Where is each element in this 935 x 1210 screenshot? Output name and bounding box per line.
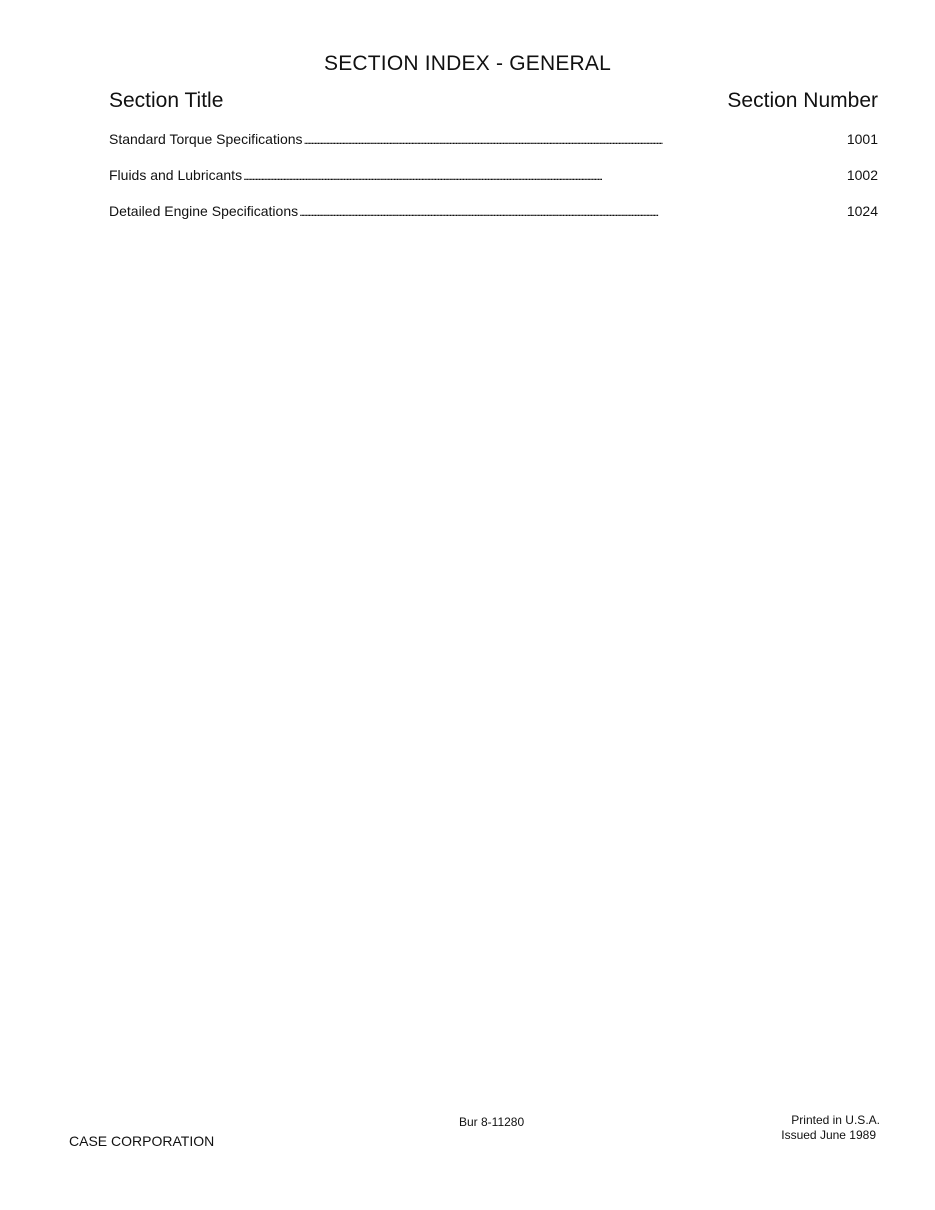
page-title: SECTION INDEX - GENERAL (324, 52, 611, 75)
index-entry (109, 131, 878, 167)
dot-leader (304, 131, 846, 147)
index-list (109, 131, 878, 239)
entry-title: Fluids and Lubricants (109, 167, 243, 183)
print-info (781, 1113, 880, 1143)
section-number-header: Section Number (727, 89, 878, 112)
entry-title: Detailed Engine Specifications (109, 203, 299, 219)
entry-number: 1024 (846, 203, 878, 219)
issue-date: Issued June 1989 (781, 1128, 876, 1142)
entry-title: Standard Torque Specifications (109, 131, 303, 147)
entry-number: 1001 (846, 131, 878, 147)
dot-leader (299, 203, 846, 219)
printed-location: Printed in U.S.A. (791, 1113, 880, 1127)
column-headers (109, 89, 878, 113)
company-name: CASE CORPORATION (69, 1133, 215, 1149)
index-entry (109, 203, 878, 239)
dot-leader (243, 167, 846, 183)
entry-number: 1002 (846, 167, 878, 183)
document-code: Bur 8-11280 (459, 1115, 525, 1129)
section-title-header: Section Title (109, 89, 224, 112)
index-entry (109, 167, 878, 203)
